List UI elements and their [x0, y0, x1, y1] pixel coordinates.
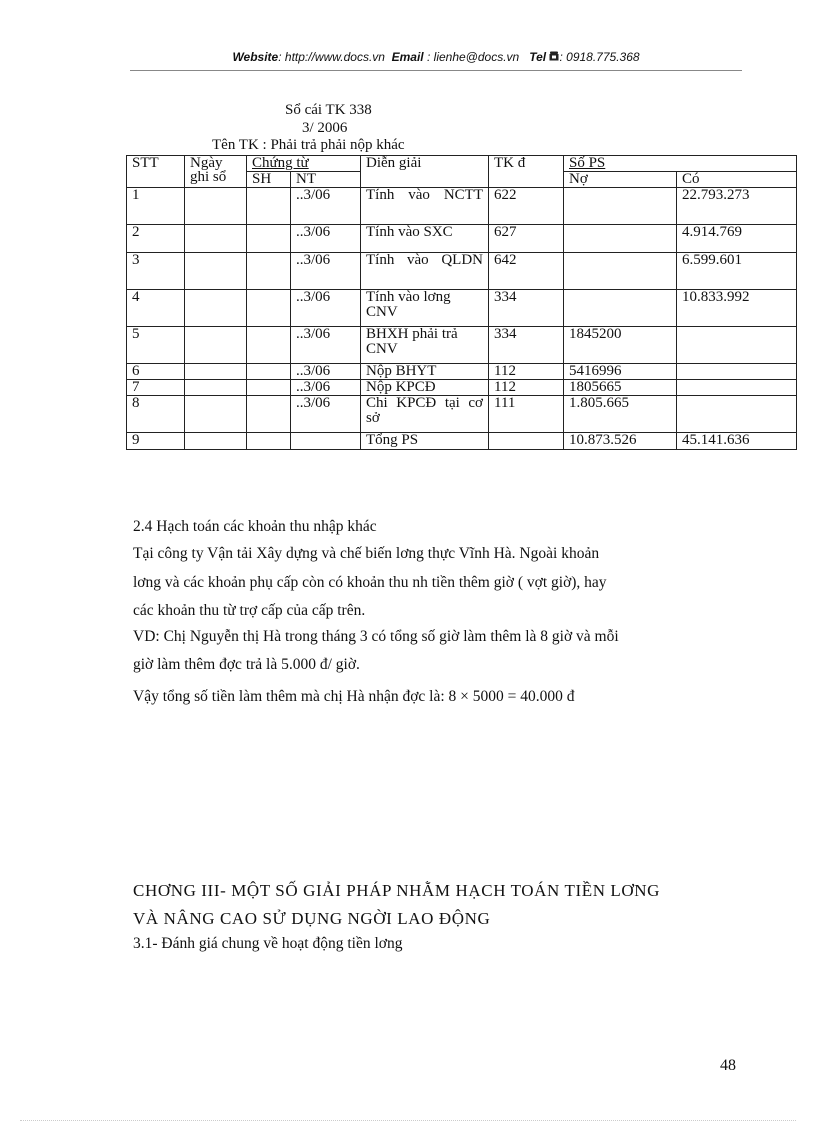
email-value: : lienhe@docs.vn [426, 50, 520, 64]
cell-stt: 6 [127, 364, 185, 380]
header-nt: NT [291, 172, 361, 188]
paragraph-line: Tại công ty Vận tải Xây dựng và chế biến lơng thực Vĩnh Hà. Ngoài khoản [133, 545, 600, 562]
paragraph-line: giờ làm thêm đợc trả là 5.000 đ/ giờ. [133, 656, 360, 673]
footer-rule [20, 1120, 796, 1121]
cell-tk: 111 [489, 396, 564, 433]
cell-nt: ..3/06 [291, 380, 361, 396]
cell-co [677, 380, 797, 396]
email-label: Email [391, 50, 424, 64]
cell-nt: ..3/06 [291, 225, 361, 253]
cell-dien-giai: Nộp BHYT [361, 364, 489, 380]
cell-co: 22.793.273 [677, 188, 797, 225]
chapter-title-line2: VÀ NÂNG CAO SỬ DỤNG NGỜI LAO ĐỘNG [133, 909, 491, 928]
cell-dien-giai: Tính vào NCTT [366, 187, 483, 203]
tel-label: Tel [529, 50, 547, 64]
cell-nt: ..3/06 [291, 364, 361, 380]
cell-co [677, 364, 797, 380]
cell-dien-giai: Tính vào lơng CNV [361, 290, 489, 327]
phone-icon [549, 50, 559, 64]
calculation-line: Vậy tổng số tiền làm thêm mà chị Hà nhận đợc là: 8 × 5000 = 40.000 đ [133, 688, 575, 705]
header-dien-giai: Diễn giải [361, 156, 489, 188]
cell-nt: ..3/06 [291, 396, 361, 433]
ledger-title: Sổ cái TK 338 [285, 102, 372, 118]
cell-tk [489, 433, 564, 450]
table-row [127, 290, 797, 327]
tel-value: : 0918.775.368 [559, 50, 640, 64]
cell-stt: 9 [127, 433, 185, 450]
cell-tk: 642 [489, 253, 564, 290]
cell-tk: 112 [489, 364, 564, 380]
cell-tk: 627 [489, 225, 564, 253]
cell-no: 1805665 [564, 380, 677, 396]
page-number: 48 [720, 1057, 736, 1074]
paragraph-line: VD: Chị Nguyễn thị Hà trong tháng 3 có tổng số giờ làm thêm là 8 giờ và mỗi [133, 628, 619, 645]
ledger-account-name: Tên TK : Phải trả phải nộp khác [212, 137, 405, 153]
cell-co: 10.833.992 [677, 290, 797, 327]
cell-stt: 5 [127, 327, 185, 364]
cell-no: 10.873.526 [564, 433, 677, 450]
cell-no [564, 188, 677, 225]
cell-co: 4.914.769 [677, 225, 797, 253]
paragraph-line: lơng và các khoản phụ cấp còn có khoản thu nh tiền thêm giờ ( vợt giờ), hay [133, 574, 607, 591]
section-3-1-heading: 3.1- Đánh giá chung về hoạt động tiền lơng [133, 935, 403, 952]
cell-no [564, 225, 677, 253]
table-row [127, 225, 797, 253]
header-chung-tu: Chứng từ [247, 156, 361, 172]
cell-nt: ..3/06 [291, 290, 361, 327]
cell-no [564, 290, 677, 327]
ledger-period: 3/ 2006 [302, 120, 348, 136]
cell-nt: ..3/06 [291, 188, 361, 225]
cell-tk: 334 [489, 290, 564, 327]
website-value: : http://www.docs.vn [278, 50, 385, 64]
paragraph-line: các khoản thu từ trợ cấp của cấp trên. [133, 602, 366, 619]
section-2-4-heading: 2.4 Hạch toán các khoản thu nhập khác [133, 518, 377, 535]
cell-stt: 3 [127, 253, 185, 290]
header-sh: SH [247, 172, 291, 188]
cell-dien-giai: Nộp KPCĐ [361, 380, 489, 396]
table-row [127, 327, 797, 364]
cell-dien-giai: Tính vào SXC [361, 225, 489, 253]
table-row [127, 380, 797, 396]
cell-stt: 8 [127, 396, 185, 433]
header-no: Nợ [564, 172, 677, 188]
cell-no: 1.805.665 [564, 396, 677, 433]
cell-dien-giai: BHXH phải trả CNV [361, 327, 489, 364]
ledger-table [126, 155, 797, 450]
cell-no: 1845200 [564, 327, 677, 364]
cell-nt: ..3/06 [291, 253, 361, 290]
cell-co [677, 327, 797, 364]
cell-co [677, 396, 797, 433]
header-co: Có [677, 172, 797, 188]
website-label: Website [232, 50, 279, 64]
cell-nt: ..3/06 [291, 327, 361, 364]
table-row [127, 253, 797, 290]
cell-tk: 622 [489, 188, 564, 225]
table-row [127, 396, 797, 433]
table-row [127, 433, 797, 450]
cell-stt: 1 [127, 188, 185, 225]
table-row [127, 364, 797, 380]
cell-tk: 334 [489, 327, 564, 364]
page-header [130, 50, 742, 64]
header-tk: TK đ [489, 156, 564, 188]
cell-dien-giai: Tổng PS [361, 433, 489, 450]
cell-nt [291, 433, 361, 450]
header-rule [130, 70, 742, 71]
header-stt: STT [127, 156, 185, 188]
table-row [127, 188, 797, 225]
cell-co: 6.599.601 [677, 253, 797, 290]
header-so-ps: Số PS [564, 156, 797, 172]
cell-stt: 4 [127, 290, 185, 327]
cell-dien-giai: Tính vào QLDN [366, 252, 483, 268]
cell-co: 45.141.636 [677, 433, 797, 450]
chapter-title-line1: CHƠNG III- MỘT SỐ GIẢI PHÁP NHẰM HẠCH TOÁN TIỀN LƠNG [133, 881, 661, 900]
cell-dien-giai: Chi KPCĐ tại cơ sở [366, 395, 483, 426]
cell-stt: 2 [127, 225, 185, 253]
cell-tk: 112 [489, 380, 564, 396]
cell-stt: 7 [127, 380, 185, 396]
cell-no [564, 253, 677, 290]
header-ngay-ghi-so: Ngày ghi sổ [185, 156, 247, 188]
cell-no: 5416996 [564, 364, 677, 380]
